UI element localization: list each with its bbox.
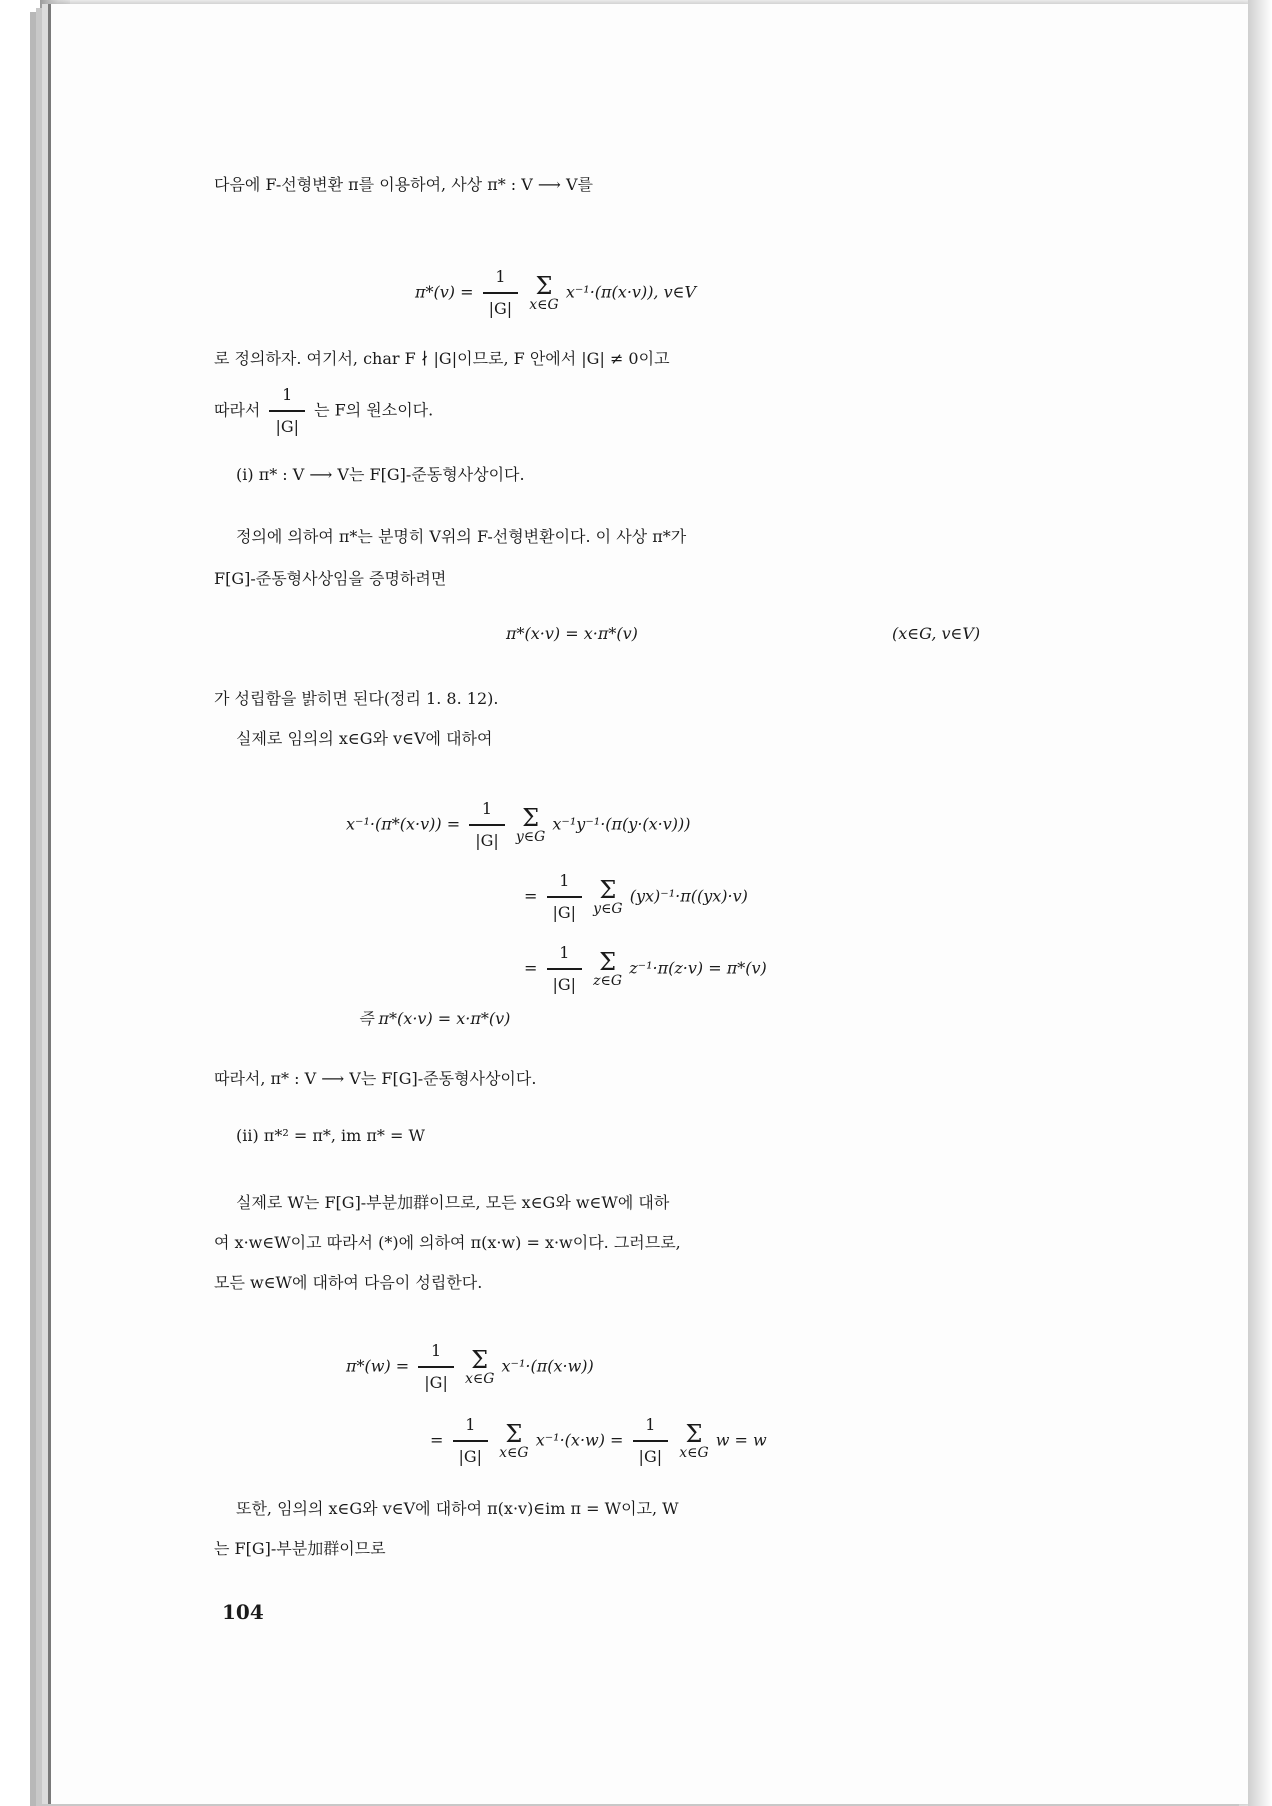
eq3-3-summation <box>593 950 622 988</box>
equation-3-conclusion: 즉 π*(x·v) = x·π*(v) <box>358 1009 511 1028</box>
text-line-1: 다음에 F-선형변환 π를 이용하여, 사상 π* : V ⟶ V를 <box>214 175 593 194</box>
equation-3-line-2 <box>524 866 748 928</box>
sum-symbol: Σ <box>599 876 617 904</box>
sum-subscript: y∈G <box>593 901 623 917</box>
eq1-lhs: π*(v) = <box>415 282 474 302</box>
eq4-2-lhs: = <box>430 1430 444 1450</box>
equation-2-condition: (x∈G, v∈V) <box>892 624 981 643</box>
line3-denominator: |G| <box>269 410 305 442</box>
text-line-5: 정의에 의하여 π*는 분명히 V위의 F-선형변환이다. 이 사상 π*가 <box>236 527 687 546</box>
eq3-3-numerator: 1 <box>559 943 570 962</box>
eq3-1-denominator: |G| <box>469 824 505 856</box>
eq3-2-summation <box>593 878 622 916</box>
sum-symbol: Σ <box>685 1420 703 1448</box>
eq3-2-numerator: 1 <box>559 871 570 890</box>
sum-subscript: x∈G <box>499 1445 529 1461</box>
equation-4-line-2 <box>430 1410 767 1472</box>
text-line-11: 실제로 W는 F[G]-부분加群이므로, 모든 x∈G와 w∈W에 대하 <box>236 1193 670 1212</box>
text-line-12: 여 x·w∈W이고 따라서 (*)에 의하여 π(x·w) = x·w이다. 그러므로, <box>214 1233 681 1252</box>
page-right-edge <box>1248 0 1272 1806</box>
text-line-9: 따라서, π* : V ⟶ V는 F[G]-준동형사상이다. <box>214 1069 537 1088</box>
eq1-denominator: |G| <box>483 292 519 324</box>
eq4-2-middle: x⁻¹·(x·w) = <box>535 1430 624 1450</box>
text-line-6: F[G]-준동형사상임을 증명하려면 <box>214 569 447 588</box>
eq1-numerator: 1 <box>495 267 506 286</box>
eq1-fraction <box>483 262 519 324</box>
sum-symbol: Σ <box>505 1420 523 1448</box>
text-line-3 <box>214 380 433 442</box>
eq4-2-denominator: |G| <box>453 1440 489 1472</box>
text-line-2: 로 정의하자. 여기서, char F ∤ |G|이므로, F 안에서 |G| ≠ 0이고 <box>214 349 670 368</box>
page-number: 104 <box>222 1600 264 1624</box>
sum-subscript: x∈G <box>529 297 559 313</box>
eq4-1-rhs: x⁻¹·(π(x·w)) <box>501 1356 594 1376</box>
text-line-7: 가 성립함을 밝히면 된다(정리 1. 8. 12). <box>214 689 499 708</box>
item-i-heading: (i) π* : V ⟶ V는 F[G]-준동형사상이다. <box>236 465 525 484</box>
equation-1 <box>415 262 696 324</box>
eq3-2-rhs: (yx)⁻¹·π((yx)·v) <box>629 886 748 906</box>
eq3-2-denominator: |G| <box>547 896 583 928</box>
eq4-1-fraction <box>418 1336 454 1398</box>
eq3-1-fraction <box>469 794 505 856</box>
eq4-1-lhs: π*(w) = <box>346 1356 410 1376</box>
text-line-15: 는 F[G]-부분加群이므로 <box>214 1539 386 1558</box>
text-line-8: 실제로 임의의 x∈G와 v∈V에 대하여 <box>236 729 493 748</box>
line3-fraction <box>269 380 305 442</box>
eq4-2-rhs: w = w <box>715 1430 767 1450</box>
eq4-1-summation <box>465 1348 494 1386</box>
eq4-2-summation <box>499 1422 528 1460</box>
sum-subscript: y∈G <box>515 829 546 845</box>
eq4-1-numerator: 1 <box>430 1341 442 1360</box>
eq4-2-numerator: 1 <box>465 1415 476 1434</box>
eq3-3-fraction <box>547 938 583 1000</box>
eq3-1-rhs: x⁻¹y⁻¹·(π(y·(x·v))) <box>552 814 691 834</box>
sum-subscript: z∈G <box>593 973 623 989</box>
eq3-3-rhs: z⁻¹·π(z·v) = π*(v) <box>629 958 767 978</box>
line3-numerator: 1 <box>282 385 293 404</box>
eq3-3-denominator: |G| <box>547 968 583 1000</box>
eq3-1-numerator: 1 <box>481 799 493 818</box>
sum-symbol: Σ <box>535 272 553 300</box>
equation-3-line-3 <box>524 938 767 1000</box>
eq4-2-numerator-2: 1 <box>645 1415 656 1434</box>
sum-symbol: Σ <box>522 804 540 832</box>
text-line-3-start: 따라서 <box>214 400 261 420</box>
item-ii-heading: (ii) π*² = π*, im π* = W <box>236 1126 425 1145</box>
text-line-14: 또한, 임의의 x∈G와 v∈V에 대하여 π(x·v)∈im π = W이고, W <box>236 1499 679 1518</box>
text-line-3-end: 는 F의 원소이다. <box>314 400 434 420</box>
eq4-2-fraction <box>453 1410 489 1472</box>
eq3-3-lhs: = <box>524 958 538 978</box>
eq3-1-summation <box>516 806 545 844</box>
equation-4-line-1 <box>346 1336 594 1398</box>
eq1-summation <box>529 274 558 312</box>
eq4-2-fraction-2 <box>633 1410 669 1472</box>
equation-2: π*(x·v) = x·π*(v) <box>506 624 638 643</box>
eq4-2-denominator-2: |G| <box>633 1440 669 1472</box>
equation-3-line-1 <box>346 794 691 856</box>
eq4-1-denominator: |G| <box>418 1366 454 1398</box>
sum-subscript: x∈G <box>679 1445 709 1461</box>
eq3-1-lhs: x⁻¹·(π*(x·v)) = <box>346 814 461 834</box>
sum-symbol: Σ <box>599 948 617 976</box>
eq1-rhs: x⁻¹·(π(x·v)), v∈V <box>565 282 697 302</box>
eq4-2-summation-2 <box>679 1422 708 1460</box>
sum-subscript: x∈G <box>464 1371 495 1387</box>
eq3-2-fraction <box>547 866 583 928</box>
text-line-13: 모든 w∈W에 대하여 다음이 성립한다. <box>214 1273 483 1292</box>
sum-symbol: Σ <box>471 1346 489 1374</box>
eq3-2-lhs: = <box>524 886 538 906</box>
